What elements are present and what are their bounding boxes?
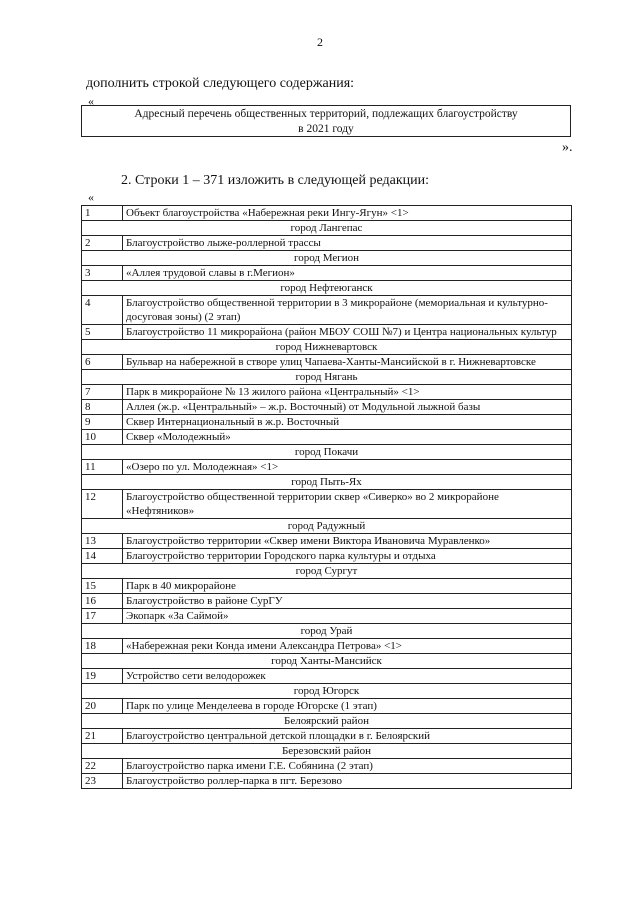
row-number: 5 — [82, 325, 123, 340]
row-number: 14 — [82, 549, 123, 564]
row-number: 6 — [82, 355, 123, 370]
section-row — [82, 475, 572, 490]
boxed-title — [81, 105, 571, 137]
row-number: 4 — [82, 296, 123, 325]
section-title: город Мегион — [82, 251, 572, 266]
section-row — [82, 221, 572, 236]
section-row — [82, 684, 572, 699]
table-row — [82, 415, 572, 430]
open-quote-2: « — [88, 190, 94, 204]
section-title: Белоярский район — [82, 714, 572, 729]
section-title: город Сургут — [82, 564, 572, 579]
row-number: 3 — [82, 266, 123, 281]
table-row — [82, 385, 572, 400]
section-row — [82, 714, 572, 729]
section-title: город Нягань — [82, 370, 572, 385]
row-text: Аллея (ж.р. «Центральный» – ж.р. Восточный) от Модульной лыжной базы — [123, 400, 572, 415]
table-row — [82, 699, 572, 714]
row-text: Благоустройство общественной территории сквер «Сиверко» во 2 микрорайоне «Нефтяников» — [123, 490, 572, 519]
row-number: 15 — [82, 579, 123, 594]
table-row — [82, 460, 572, 475]
row-text: Благоустройство роллер-парка в пгт. Березово — [123, 774, 572, 789]
row-text: Сквер Интернациональный в ж.р. Восточный — [123, 415, 572, 430]
row-text: Благоустройство в районе СурГУ — [123, 594, 572, 609]
section-title: город Радужный — [82, 519, 572, 534]
row-number: 13 — [82, 534, 123, 549]
row-text: «Набережная реки Конда имени Александра Петрова» <1> — [123, 639, 572, 654]
section-title: город Покачи — [82, 445, 572, 460]
row-text: Благоустройство лыже-роллерной трассы — [123, 236, 572, 251]
row-number: 23 — [82, 774, 123, 789]
section-row — [82, 445, 572, 460]
section-title: Березовский район — [82, 744, 572, 759]
close-quote: ». — [562, 140, 573, 155]
table-row — [82, 774, 572, 789]
table-row — [82, 206, 572, 221]
table-row — [82, 490, 572, 519]
section-row — [82, 744, 572, 759]
intro-text: дополнить строкой следующего содержания: — [86, 76, 355, 91]
section-row — [82, 340, 572, 355]
row-text: Благоустройство территории «Сквер имени Виктора Ивановича Муравленко» — [123, 534, 572, 549]
row-number: 21 — [82, 729, 123, 744]
table-row — [82, 609, 572, 624]
row-text: Благоустройство центральной детской площадки в г. Белоярский — [123, 729, 572, 744]
row-number: 1 — [82, 206, 123, 221]
table-row — [82, 669, 572, 684]
table-row — [82, 639, 572, 654]
table-row — [82, 355, 572, 370]
row-number: 16 — [82, 594, 123, 609]
row-text: Сквер «Молодежный» — [123, 430, 572, 445]
objects-table — [81, 205, 572, 789]
row-number: 7 — [82, 385, 123, 400]
section-row — [82, 564, 572, 579]
row-number: 11 — [82, 460, 123, 475]
row-text: Благоустройство общественной территории в 3 микрорайоне (мемориальная и культурно-досуговая зоны) (2 этап) — [123, 296, 572, 325]
section-title: город Ханты-Мансийск — [82, 654, 572, 669]
table-row — [82, 236, 572, 251]
row-number: 19 — [82, 669, 123, 684]
row-number: 17 — [82, 609, 123, 624]
section-title: город Нижневартовск — [82, 340, 572, 355]
table-row — [82, 759, 572, 774]
row-text: Парк по улице Менделеева в городе Югорске (1 этап) — [123, 699, 572, 714]
row-text: Благоустройство 11 микрорайона (район МБОУ СОШ №7) и Центра национальных культур — [123, 325, 572, 340]
page-number: 2 — [317, 35, 323, 49]
row-text: Устройство сети велодорожек — [123, 669, 572, 684]
section-row — [82, 281, 572, 296]
section-title: город Пыть-Ях — [82, 475, 572, 490]
row-number: 20 — [82, 699, 123, 714]
section-row — [82, 624, 572, 639]
table-row — [82, 534, 572, 549]
row-text: Парк в 40 микрорайоне — [123, 579, 572, 594]
boxed-title-line-1: Адресный перечень общественных территорий, подлежащих благоустройству — [134, 108, 518, 120]
section-title: город Нефтеюганск — [82, 281, 572, 296]
row-number: 10 — [82, 430, 123, 445]
row-text: Экопарк «За Саймой» — [123, 609, 572, 624]
row-number: 12 — [82, 490, 123, 519]
row-text: «Аллея трудовой славы в г.Мегион» — [123, 266, 572, 281]
table-row — [82, 325, 572, 340]
section-row — [82, 519, 572, 534]
row-number: 8 — [82, 400, 123, 415]
table-row — [82, 594, 572, 609]
row-text: Бульвар на набережной в створе улиц Чапаева-Ханты-Мансийской в г. Нижневартовске — [123, 355, 572, 370]
section-title: город Лангепас — [82, 221, 572, 236]
section-row — [82, 370, 572, 385]
section-title: город Югорск — [82, 684, 572, 699]
section-title: город Урай — [82, 624, 572, 639]
table-row — [82, 729, 572, 744]
row-text: Парк в микрорайоне № 13 жилого района «Центральный» <1> — [123, 385, 572, 400]
row-number: 18 — [82, 639, 123, 654]
table-row — [82, 266, 572, 281]
boxed-title-line-2: в 2021 году — [298, 123, 354, 135]
row-text: «Озеро по ул. Молодежная» <1> — [123, 460, 572, 475]
table-row — [82, 549, 572, 564]
row-number: 22 — [82, 759, 123, 774]
section-row — [82, 251, 572, 266]
row-text: Благоустройство парка имени Г.Е. Собянина (2 этап) — [123, 759, 572, 774]
row-number: 9 — [82, 415, 123, 430]
section-heading: 2. Строки 1 – 371 изложить в следующей редакции: — [121, 173, 430, 188]
open-quote: « — [88, 94, 94, 108]
section-row — [82, 654, 572, 669]
table-row — [82, 579, 572, 594]
row-text: Благоустройство территории Городского парка культуры и отдыха — [123, 549, 572, 564]
row-text: Объект благоустройства «Набережная реки Ингу-Ягун» <1> — [123, 206, 572, 221]
table-row — [82, 430, 572, 445]
row-number: 2 — [82, 236, 123, 251]
table-row — [82, 296, 572, 325]
table-row — [82, 400, 572, 415]
